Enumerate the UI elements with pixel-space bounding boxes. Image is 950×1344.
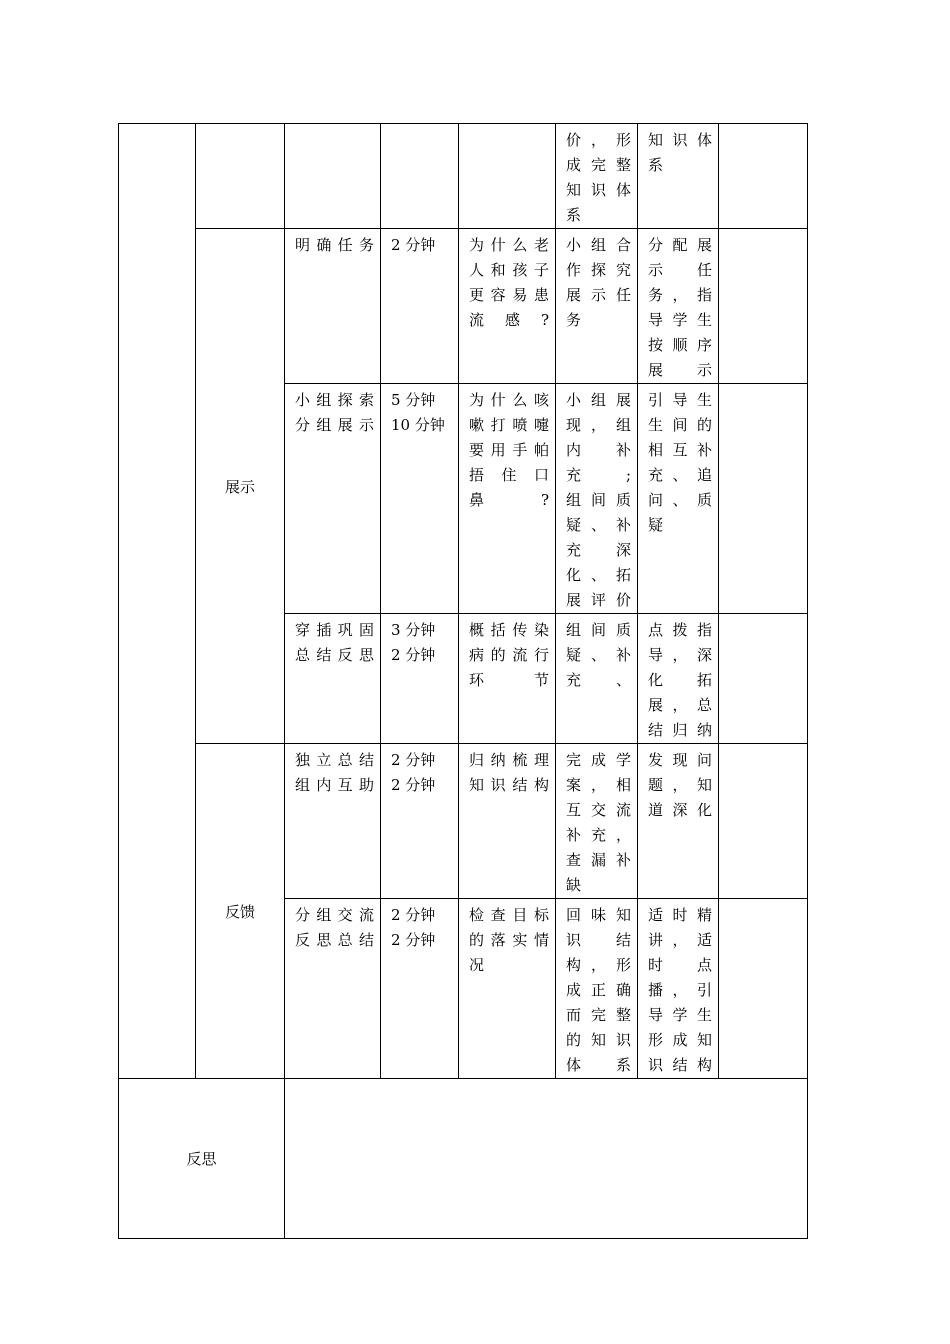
student-activity-cell: 小组合 作探究 展示任 务 — [556, 229, 638, 384]
phase-cell — [196, 124, 285, 229]
continuation-row — [119, 124, 808, 229]
notes-cell — [719, 899, 808, 1079]
time-cell: 3 分钟 2 分钟 — [381, 614, 459, 744]
reflection-row — [119, 1079, 808, 1239]
notes-cell — [719, 384, 808, 614]
time-cell — [381, 124, 459, 229]
question-cell: 为什么咳 嗽打喷嚏 要用手帕 捂 住 口 鼻? — [459, 384, 556, 614]
step-cell: 小组探索 分组展示 — [285, 384, 381, 614]
step-cell: 分组交流 反思总结 — [285, 899, 381, 1079]
stage-column — [119, 124, 196, 1079]
step-cell: 独立总结 组内互助 — [285, 744, 381, 899]
teacher-activity-cell: 引导生 生间的 相互补 充、追 问、质 疑 — [638, 384, 719, 614]
question-cell: 归纳梳理 知识结构 — [459, 744, 556, 899]
step-cell: 穿插巩固 总结反思 — [285, 614, 381, 744]
reflection-label: 反思 — [119, 1079, 285, 1239]
time-cell: 5 分钟 10 分钟 — [381, 384, 459, 614]
time-cell: 2 分钟 2 分钟 — [381, 744, 459, 899]
time-cell: 2 分钟 2 分钟 — [381, 899, 459, 1079]
reflection-content — [285, 1079, 808, 1239]
phase-cell-feedback: 反馈 — [196, 744, 285, 1079]
notes-cell — [719, 744, 808, 899]
student-activity-cell: 小组展 现，组 内 补 充; 组间质 疑、补 充 深 化、拓 展评价 — [556, 384, 638, 614]
question-cell — [459, 124, 556, 229]
teacher-activity-cell: 分配展 示 任 务，指 导学生 按顺序 展示 — [638, 229, 719, 384]
teacher-activity-cell: 适时精 讲，适 时 点 播，引 导学生 形成知 识结构 — [638, 899, 719, 1079]
teacher-activity-cell: 知识体 系 — [638, 124, 719, 229]
lesson-plan-table — [118, 123, 808, 1239]
step-cell: 明确任务 — [285, 229, 381, 384]
notes-cell — [719, 614, 808, 744]
step-cell — [285, 124, 381, 229]
student-activity-cell: 回味知 识 结 构，形 成正确 而完整 的知识 体系 — [556, 899, 638, 1079]
student-activity-cell: 组间质 疑、补 充、 — [556, 614, 638, 744]
notes-cell — [719, 229, 808, 384]
question-cell: 概括传染 病的流行 环节 — [459, 614, 556, 744]
notes-cell — [719, 124, 808, 229]
teacher-activity-cell: 发现问 题，知 道深化 — [638, 744, 719, 899]
student-activity-cell: 价，形 成完整 知识体 系 — [556, 124, 638, 229]
question-cell: 检查目标 的落实情 况 — [459, 899, 556, 1079]
teacher-activity-cell: 点拨指 导，深 化 拓 展，总 结归纳 — [638, 614, 719, 744]
student-activity-cell: 完成学 案，相 互交流 补充， 查漏补 缺 — [556, 744, 638, 899]
phase-cell-display: 展示 — [196, 229, 285, 744]
table-row — [119, 229, 808, 384]
question-cell: 为什么老 人和孩子 更容易患 流感? — [459, 229, 556, 384]
table-row — [119, 744, 808, 899]
time-cell: 2 分钟 — [381, 229, 459, 384]
